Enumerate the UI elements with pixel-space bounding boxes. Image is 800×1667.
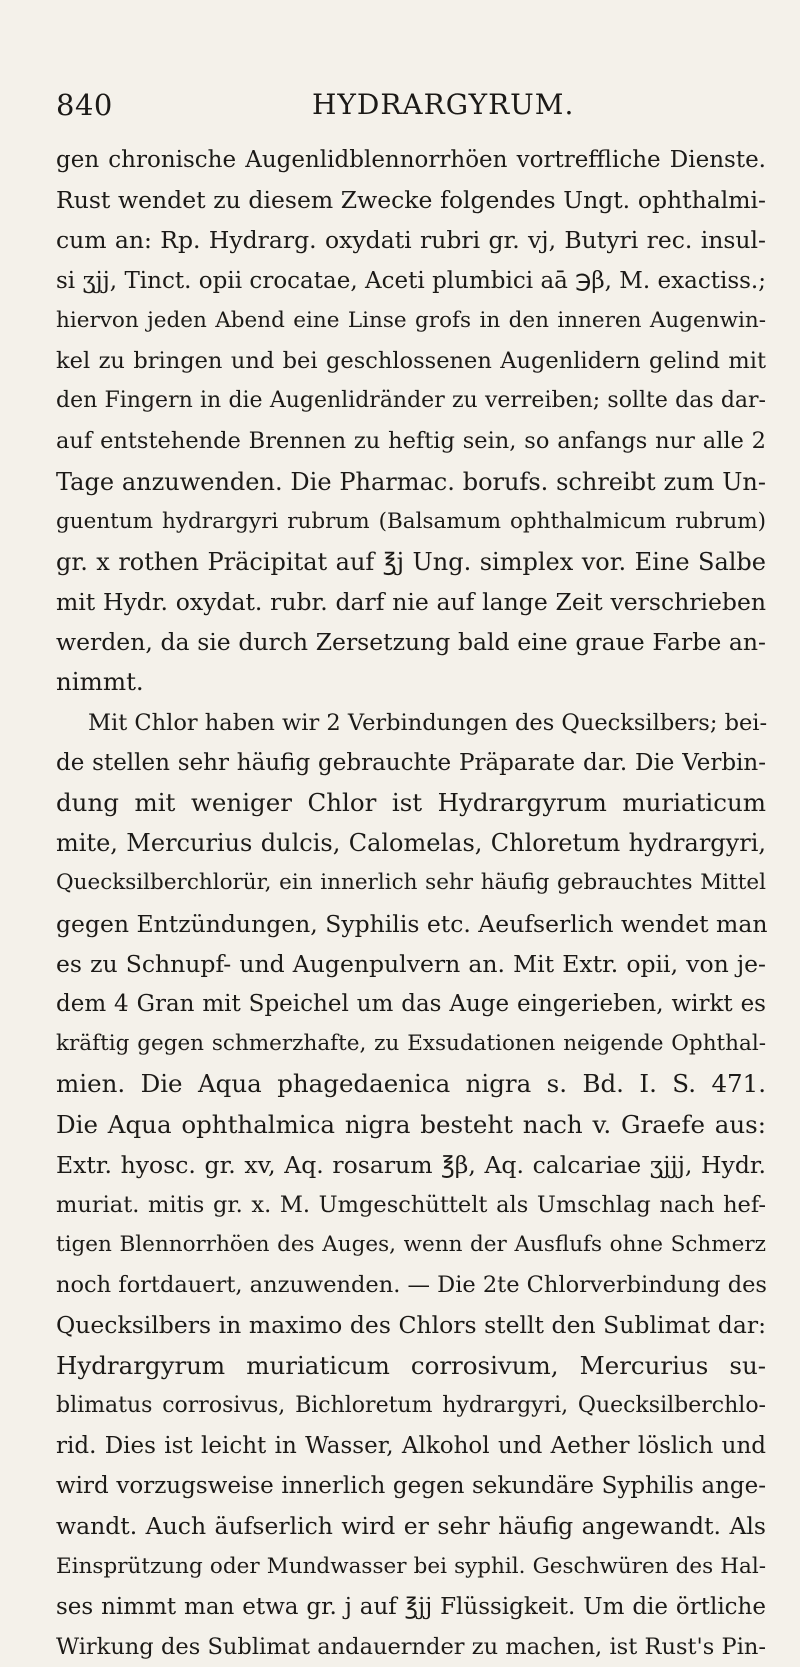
text-line: gr. x rothen Präcipitat auf ℥j Ung. simplex vor. Eine Salbe [56,547,766,576]
text-line: Einsprützung oder Mundwasser bei syphil. Geschwüren des Hal- [56,1553,766,1579]
text-line: noch fortdauert, anzuwenden. — Die 2te Chlorverbindung des [56,1272,767,1299]
text-line: Die Aqua ophthalmica nigra besteht nach v. Graefe aus: [56,1109,766,1139]
text-line: Tage anzuwenden. Die Pharmac. borufs. schreibt zum Un- [56,467,766,496]
text-line: hiervon jeden Abend eine Linse grofs in den inneren Augenwin- [56,307,766,333]
running-head: HYDRARGYRUM. [312,88,575,121]
text-line: si ʒjj, Tinct. opii crocatae, Aceti plumbici aā ℈β, M. exactiss.; [56,267,766,294]
text-line: Mit Chlor haben wir 2 Verbindungen des Quecksilbers; bei- [88,709,768,736]
text-line: werden, da sie durch Zersetzung bald eine graue Farbe an- [56,628,766,657]
text-line: muriat. mitis gr. x. M. Umgeschüttelt als Umschlag nach hef- [56,1191,766,1218]
text-line: auf entstehende Brennen zu heftig sein, so anfangs nur alle 2 [56,428,766,455]
text-line: kräftig gegen schmerzhafte, zu Exsudationen neigende Ophthal- [56,1031,766,1057]
text-line: gegen Entzündungen, Syphilis etc. Aeufserlich wendet man [56,909,768,938]
page-number: 840 [56,88,113,122]
text-line: blimatus corrosivus, Bichloretum hydrargyri, Quecksilberchlo- [56,1392,766,1418]
text-line: dem 4 Gran mit Speichel um das Auge eingerieben, wirkt es [56,990,766,1017]
text-line: den Fingern in die Augenlidränder zu verreiben; sollte das dar- [56,388,766,414]
body-text [56,140,766,1667]
text-line: mite, Mercurius dulcis, Calomelas, Chloretum hydrargyri, [56,829,766,858]
text-line: wandt. Auch äufserlich wird er sehr häufig angewandt. Als [56,1512,766,1541]
text-line: kel zu bringen und bei geschlossenen Augenlidern gelind mit [56,347,766,374]
text-line: Extr. hyosc. gr. xv, Aq. rosarum ℥β, Aq. calcariae ʒjjj, Hydr. [56,1150,766,1179]
text-line: gen chronische Augenlidblennorrhöen vortreffliche Dienste. [56,147,766,173]
text-line: mit Hydr. oxydat. rubr. darf nie auf lange Zeit verschrieben [56,588,766,617]
text-line: Wirkung des Sublimat andauernder zu machen, ist Rust's Pin- [56,1633,766,1660]
text-line: Quecksilbers in maximo des Chlors stellt den Sublimat dar: [56,1311,766,1340]
text-line: wird vorzugsweise innerlich gegen sekundäre Syphilis ange- [56,1473,766,1500]
page-header [56,88,760,128]
text-line: dung mit weniger Chlor ist Hydrargyrum muriaticum [56,788,766,817]
text-line: cum an: Rp. Hydrarg. oxydati rubri gr. vj, Butyri rec. insul- [56,226,766,255]
text-line: Hydrargyrum muriaticum corrosivum, Mercurius su- [56,1350,766,1380]
text-line: guentum hydrargyri rubrum (Balsamum ophthalmicum rubrum) [56,508,766,534]
text-line: es zu Schnupf- und Augenpulvern an. Mit Extr. opii, von je- [56,949,766,978]
text-line: tigen Blennorrhöen des Auges, wenn der Ausflufs ohne Schmerz [56,1232,766,1258]
text-line: mien. Die Aqua phagedaenica nigra s. Bd. I. S. 471. [56,1069,766,1099]
text-line: Rust wendet zu diesem Zwecke folgendes Ungt. ophthalmi- [56,186,766,215]
text-line: nimmt. [56,667,144,697]
text-line: rid. Dies ist leicht in Wasser, Alkohol und Aether löslich und [56,1433,766,1459]
text-line: ses nimmt man etwa gr. j auf ℥jj Flüssigkeit. Um die örtliche [56,1593,766,1620]
text-line: Quecksilberchlorür, ein innerlich sehr häufig gebrauchtes Mittel [56,870,766,896]
text-line: de stellen sehr häufig gebrauchte Präparate dar. Die Verbin- [56,749,766,776]
